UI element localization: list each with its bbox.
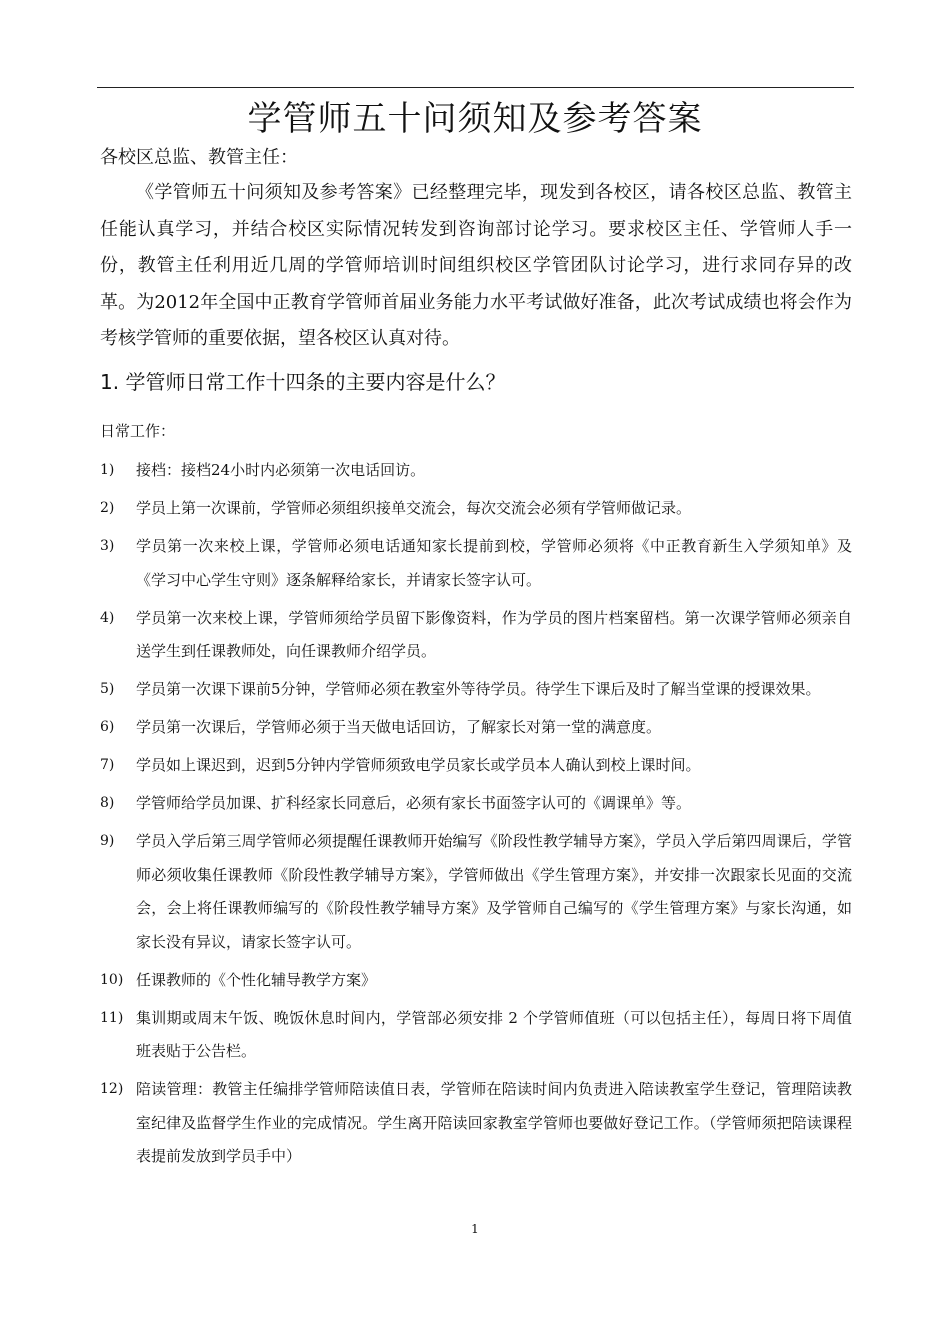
list-item bbox=[100, 602, 852, 669]
list-item-text: 学管师给学员加课、扩科经家长同意后，必须有家长书面签字认可的《调课单》等。 bbox=[136, 794, 692, 812]
list-item-number: 3) bbox=[100, 538, 115, 554]
page-number: 1 bbox=[471, 1222, 479, 1236]
list-item-number: 12) bbox=[100, 1081, 124, 1097]
list-item-text: 学员第一次来校上课，学管师须给学员留下影像资料，作为学员的图片档案留档。第一次课学管师必须亲自送学生到任课教师处，向任课教师介绍学员。 bbox=[136, 608, 852, 660]
list-item-text: 学员如上课迟到，迟到5分钟内学管师须致电学员家长或学员本人确认到校上课时间。 bbox=[136, 756, 701, 774]
list-item bbox=[100, 454, 852, 488]
list-item bbox=[100, 530, 852, 597]
list-item-number: 8) bbox=[100, 795, 115, 811]
list-item bbox=[100, 964, 852, 998]
document-title bbox=[0, 97, 950, 141]
document-title-text: 学管师五十问须知及参考答案 bbox=[242, 99, 709, 139]
list-item bbox=[100, 711, 852, 745]
list-item bbox=[100, 673, 852, 707]
list-item-number: 11) bbox=[100, 1009, 124, 1026]
list-item-number: 7) bbox=[100, 757, 115, 773]
list-item-number: 10) bbox=[100, 971, 124, 988]
intro-paragraph: 《学管师五十问须知及参考答案》已经整理完毕，现发到各校区，请各校区总监、教管主任能认真学习，并结合校区实际情况转发到咨询部讨论学习。要求校区主任、学管师人手一份，教管主任利用近几周的学管师培训时间组织校区学管团队讨论学习，进行求同存异的改革。为2012年全国中正教育学管师首届业务能力水平考试做好准备，此次考试成绩也将会作为考核学管师的重要依据，望各校区认真对待。 bbox=[100, 182, 852, 349]
list-item bbox=[100, 1002, 852, 1069]
list-item-number: 9) bbox=[100, 833, 115, 849]
list-item-text: 学员第一次课下课前5分钟，学管师必须在教室外等待学员。待学生下课后及时了解当堂课的授课效果。 bbox=[136, 680, 821, 698]
list-item-text: 学员第一次课后，学管师必须于当天做电话回访，了解家长对第一堂的满意度。 bbox=[136, 718, 662, 736]
list-item-number: 2) bbox=[100, 500, 115, 516]
list-item-text: 陪读管理：教管主任编排学管师陪读值日表，学管师在陪读时间内负责进入陪读教室学生登记，管理陪读教室纪律及监督学生作业的完成情况。学生离开陪读回家教室学管师也要做好登记工作。（学管师须把陪读课程表提前发放到学员手中） bbox=[136, 1080, 852, 1165]
list-item-text: 接档：接档24小时内必须第一次电话回访。 bbox=[136, 461, 426, 479]
list-item bbox=[100, 825, 852, 959]
list-item-text: 学员入学后第三周学管师必须提醒任课教师开始编写《阶段性教学辅导方案》，学员入学后第四周课后，学管师必须收集任课教师《阶段性教学辅导方案》，学管师做出《学生管理方案》，并安排一次跟家长见面的交流会，会上将任课教师编写的《阶段性教学辅导方案》及学管师自己编写的《学生管理方案》与家长沟通，如家长没有异议，请家长签字认可。 bbox=[136, 832, 852, 951]
list-item bbox=[100, 787, 852, 821]
daily-work-list bbox=[100, 454, 852, 1178]
list-item-text: 学员第一次来校上课，学管师必须电话通知家长提前到校，学管师必须将《中正教育新生入学须知单》及《学习中心学生守则》逐条解释给家长，并请家长签字认可。 bbox=[136, 537, 852, 589]
question-1-heading: 1. 学管师日常工作十四条的主要内容是什么？ bbox=[100, 370, 506, 394]
list-item-number: 1) bbox=[100, 462, 115, 478]
list-item-text: 学员上第一次课前，学管师必须组织接单交流会，每次交流会必须有学管师做记录。 bbox=[136, 499, 692, 517]
daily-work-label: 日常工作： bbox=[100, 422, 176, 440]
list-item-number: 5) bbox=[100, 681, 115, 697]
greeting: 各校区总监、教管主任： bbox=[100, 147, 298, 168]
list-item-text: 集训期或周末午饭、晚饭休息时间内，学管部必须安排 2 个学管师值班（可以包括主任），每周日将下周值班表贴于公告栏。 bbox=[136, 1008, 852, 1060]
header-rule bbox=[97, 87, 854, 88]
list-item bbox=[100, 749, 852, 783]
list-item-text: 任课教师的《个性化辅导教学方案》 bbox=[136, 970, 377, 989]
list-item bbox=[100, 1073, 852, 1174]
list-item-number: 4) bbox=[100, 609, 115, 626]
list-item-number: 6) bbox=[100, 719, 115, 735]
list-item bbox=[100, 492, 852, 526]
